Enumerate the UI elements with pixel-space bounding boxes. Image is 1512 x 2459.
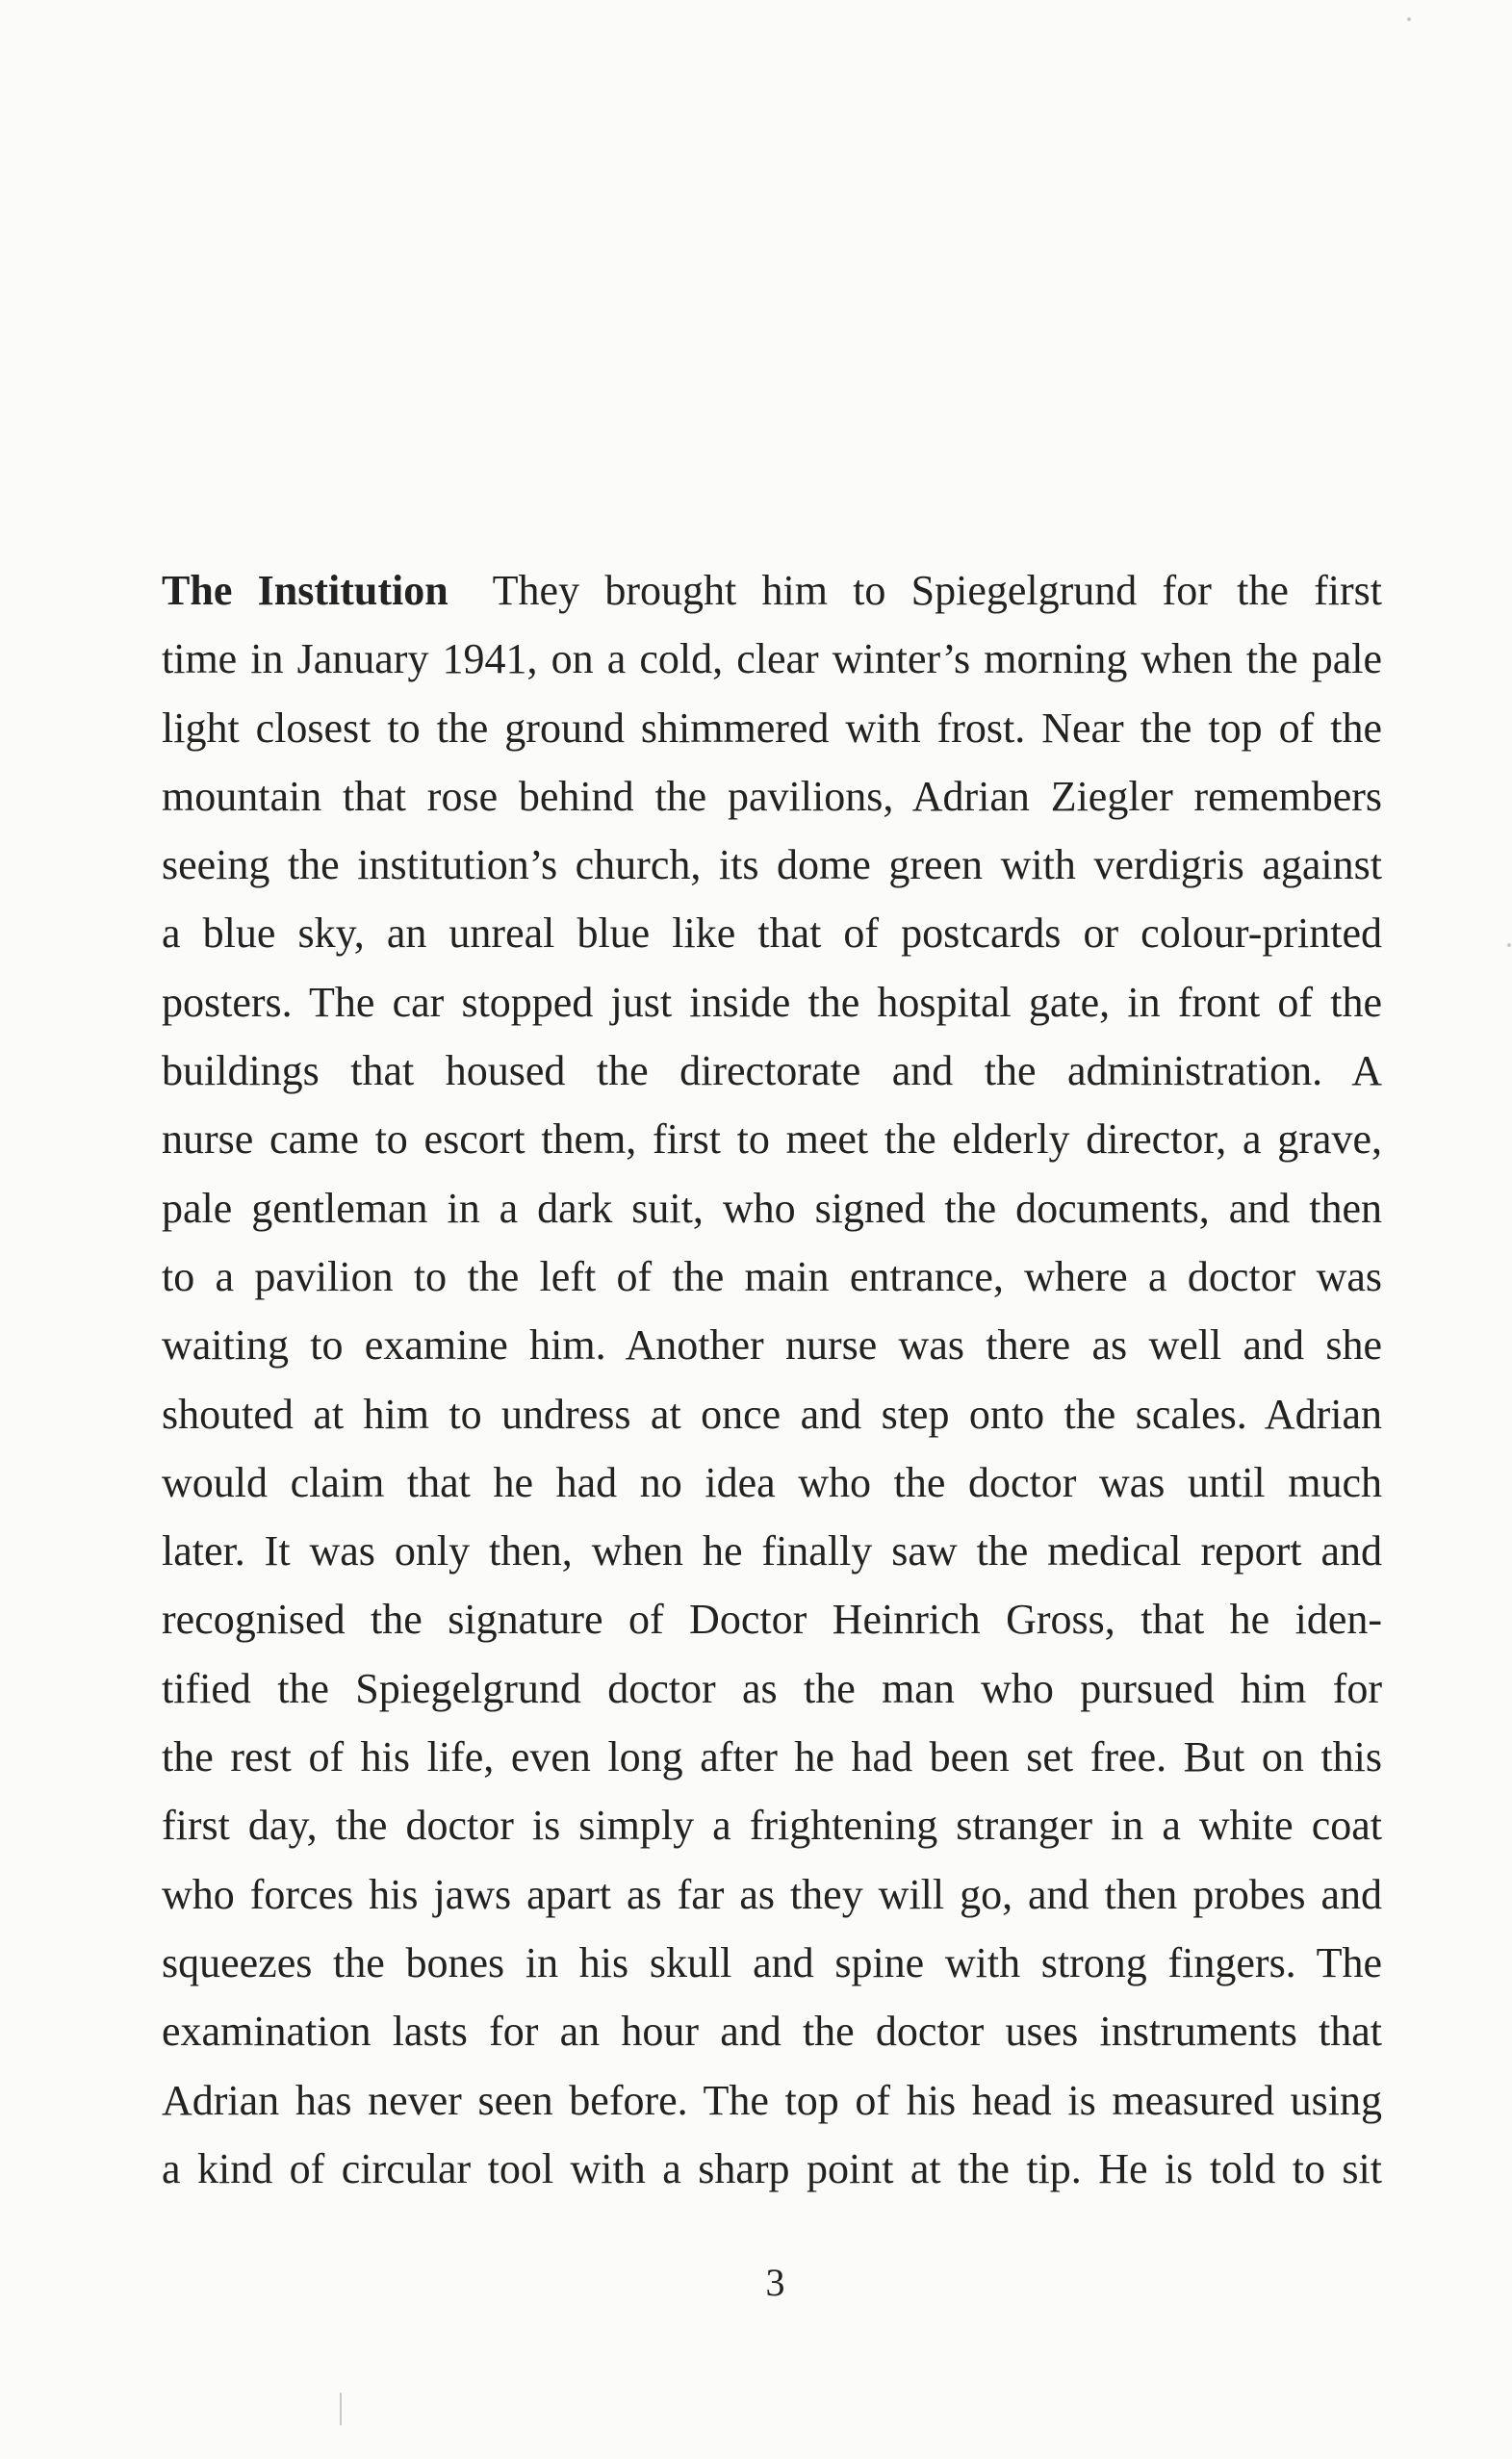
- scan-artifact: [1507, 943, 1511, 947]
- text-line: pale gentleman in a dark suit, who signed the documents, and then: [162, 1184, 1382, 1232]
- page-number: 3: [765, 2261, 785, 2304]
- text-line: [162, 556, 1382, 625]
- text-line: first day, the doctor is simply a frightening stranger in a white coat: [162, 1802, 1382, 1850]
- text-line: to a pavilion to the left of the main entrance, where a doctor was: [162, 1252, 1382, 1300]
- text-line: buildings that housed the directorate and the administration. A: [162, 1047, 1382, 1095]
- text-line: mountain that rose behind the pavilions, Adrian Ziegler remembers: [162, 772, 1382, 820]
- text-line: tified the Spiegelgrund doctor as the man who pursued him for: [162, 1664, 1382, 1712]
- text-line: the rest of his life, even long after he had been set free. But on this: [162, 1733, 1382, 1781]
- text-line: who forces his jaws apart as far as they will go, and then probes and: [162, 1870, 1382, 1918]
- text-line: would claim that he had no idea who the doctor was until much: [162, 1458, 1382, 1506]
- text-line: waiting to examine him. Another nurse was there as well and she: [162, 1321, 1382, 1370]
- text-line: squeezes the bones in his skull and spine with strong fingers. The: [162, 1938, 1382, 1986]
- text-line: light closest to the ground shimmered with frost. Near the top of the: [162, 704, 1382, 752]
- text-line: nurse came to escort them, first to meet the elderly director, a grave,: [162, 1115, 1382, 1164]
- scan-artifact: [340, 2393, 342, 2425]
- text-line: a kind of circular tool with a sharp point at the tip. He is told to sit: [162, 2144, 1382, 2192]
- scan-artifact: [1407, 17, 1411, 21]
- section-heading: The Institution: [162, 567, 448, 614]
- text-line: recognised the signature of Doctor Heinrich Gross, that he iden-: [162, 1596, 1382, 1644]
- text-line: shouted at him to undress at once and step onto the scales. Adrian: [162, 1390, 1382, 1438]
- text-line: examination lasts for an hour and the doctor uses instruments that: [162, 2008, 1382, 2056]
- text-line: Adrian has never seen before. The top of his head is measured using: [162, 2076, 1382, 2124]
- text-line-content: They brought him to Spiegelgrund for the first: [492, 567, 1382, 614]
- text-line: posters. The car stopped just inside the hospital gate, in front of the: [162, 978, 1382, 1026]
- text-line: time in January 1941, on a cold, clear winter’s morning when the pale: [162, 635, 1382, 683]
- body-text: [162, 556, 1382, 2203]
- text-line: later. It was only then, when he finally saw the medical report and: [162, 1527, 1382, 1575]
- text-line: seeing the institution’s church, its dome green with verdigris against: [162, 841, 1382, 889]
- text-line: a blue sky, an unreal blue like that of postcards or colour-printed: [162, 909, 1382, 958]
